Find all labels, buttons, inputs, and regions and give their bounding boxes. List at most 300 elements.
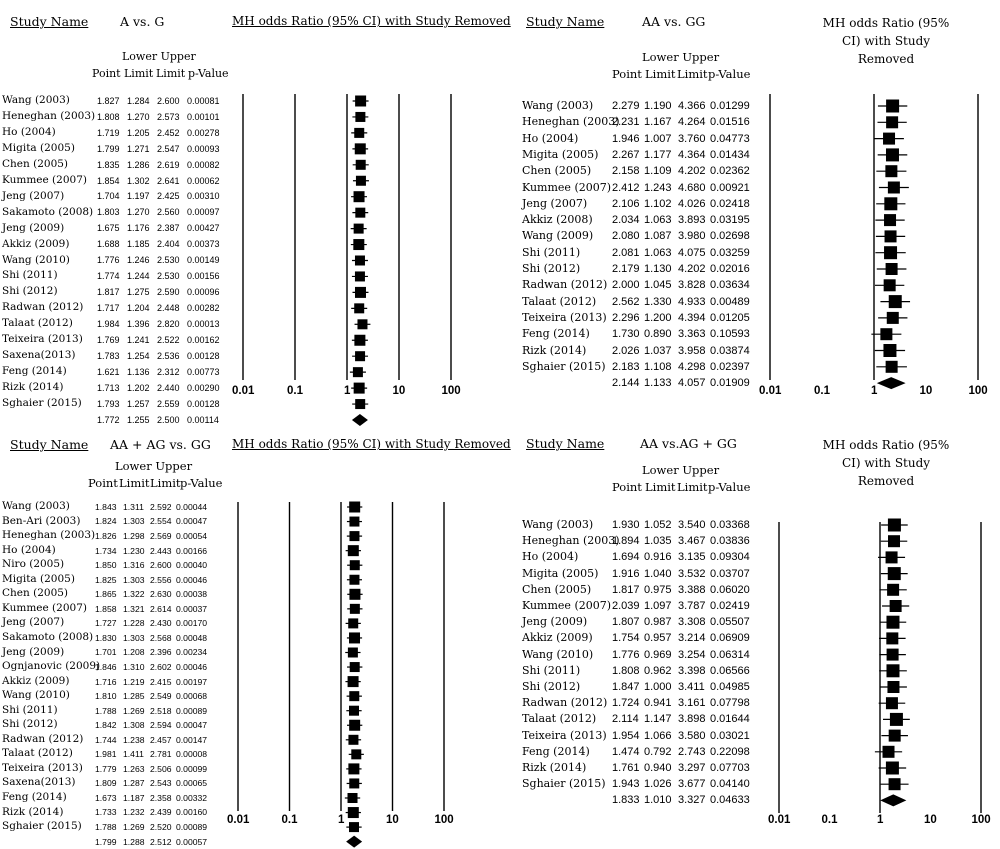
study-name: Migita (2005) bbox=[522, 147, 599, 161]
plot-title: MH odds Ratio (95% CI) with Study Removed bbox=[232, 14, 511, 28]
point-estimate-box bbox=[355, 271, 365, 281]
p-value-cell: 0.00047 bbox=[176, 720, 208, 731]
study-name-header: Study Name bbox=[526, 436, 605, 451]
lower-cell: 1.208 bbox=[123, 647, 145, 658]
point-header: Point bbox=[92, 67, 121, 80]
study-name: Ben-Ari (2003) bbox=[2, 514, 81, 527]
point-estimate-box bbox=[888, 182, 900, 194]
p-value-cell: 0.07798 bbox=[710, 697, 750, 710]
lower-upper-header: Lower Upper bbox=[642, 50, 720, 64]
point-estimate-box bbox=[883, 344, 896, 357]
p-value-cell: 0.00921 bbox=[710, 181, 750, 194]
point-cell: 1.833 bbox=[612, 794, 640, 807]
p-value-cell: 0.00097 bbox=[187, 207, 220, 218]
p-value-cell: 0.04633 bbox=[710, 794, 750, 807]
point-cell: 2.106 bbox=[612, 197, 640, 210]
p-value-header: p-Value bbox=[708, 67, 751, 81]
study-row bbox=[0, 254, 240, 268]
point-cell: 1.799 bbox=[95, 836, 117, 847]
point-estimate-box bbox=[349, 632, 360, 643]
study-name: Ho (2004) bbox=[2, 543, 56, 556]
point-estimate-box bbox=[884, 214, 896, 226]
point-cell: 1.474 bbox=[612, 745, 640, 758]
lower-cell: 1.187 bbox=[123, 792, 145, 803]
study-name: Ho (2004) bbox=[2, 125, 56, 138]
lower-cell: 0.975 bbox=[644, 583, 672, 596]
study-name: Teixeira (2013) bbox=[522, 728, 607, 742]
upper-cell: 2.522 bbox=[157, 335, 180, 345]
p-value-cell: 0.00149 bbox=[187, 255, 220, 266]
point-cell: 1.701 bbox=[95, 647, 117, 658]
p-value-cell: 0.01299 bbox=[710, 100, 750, 112]
p-value-cell: 0.00310 bbox=[187, 191, 220, 202]
upper-cell: 3.135 bbox=[678, 551, 706, 564]
point-cell: 1.808 bbox=[97, 111, 120, 122]
lower-cell: 1.219 bbox=[123, 676, 145, 687]
point-estimate-box bbox=[349, 778, 359, 788]
upper-limit-header: Limit bbox=[156, 67, 186, 80]
x-tick-label: 0.01 bbox=[232, 385, 255, 397]
lower-cell: 1.200 bbox=[644, 311, 672, 324]
point-header: Point bbox=[612, 480, 642, 494]
point-estimate-box bbox=[350, 560, 360, 570]
p-value-cell: 0.03259 bbox=[710, 246, 750, 259]
lower-cell: 1.109 bbox=[644, 165, 672, 178]
study-row bbox=[500, 599, 750, 613]
upper-cell: 2.614 bbox=[150, 603, 172, 614]
p-value-cell: 0.00089 bbox=[176, 822, 208, 833]
lower-cell: 1.303 bbox=[123, 632, 145, 643]
upper-cell: 3.214 bbox=[678, 632, 706, 645]
lower-cell: 1.269 bbox=[123, 705, 145, 716]
study-name: Feng (2014) bbox=[522, 744, 590, 758]
point-estimate-box bbox=[355, 399, 365, 409]
lower-cell: 1.087 bbox=[644, 230, 672, 243]
point-cell: 2.279 bbox=[612, 100, 640, 112]
upper-cell: 2.506 bbox=[150, 763, 172, 774]
lower-cell: 1.133 bbox=[644, 377, 672, 390]
p-value-cell: 0.03634 bbox=[710, 279, 750, 292]
upper-cell: 2.457 bbox=[150, 734, 172, 745]
study-name: Wang (2003) bbox=[522, 518, 594, 531]
point-cell: 1.943 bbox=[612, 778, 640, 791]
upper-cell: 3.254 bbox=[678, 648, 706, 661]
point-estimate-box bbox=[348, 763, 359, 774]
x-tick-label: 0.1 bbox=[287, 385, 303, 397]
p-value-cell: 0.00057 bbox=[176, 836, 208, 847]
study-name: Jeng (2009) bbox=[522, 615, 588, 629]
upper-cell: 2.554 bbox=[150, 516, 172, 527]
study-row bbox=[0, 631, 240, 645]
p-value-cell: 0.00128 bbox=[187, 398, 220, 409]
lower-cell: 1.286 bbox=[127, 159, 150, 170]
x-tick-label: 100 bbox=[434, 814, 454, 826]
lower-cell: 0.890 bbox=[644, 328, 672, 341]
point-estimate-box bbox=[354, 383, 365, 394]
upper-cell: 3.297 bbox=[678, 762, 706, 774]
p-value-cell: 0.00046 bbox=[176, 574, 208, 585]
x-tick-label: 1 bbox=[871, 385, 878, 397]
upper-cell: 2.600 bbox=[150, 560, 172, 571]
point-estimate-box bbox=[890, 600, 902, 612]
point-cell: 2.026 bbox=[612, 344, 640, 357]
upper-cell: 2.573 bbox=[157, 111, 180, 122]
point-cell: 1.719 bbox=[97, 127, 120, 138]
study-name: Rizk (2014) bbox=[2, 805, 64, 818]
study-name: Wang (2009) bbox=[522, 229, 594, 243]
p-value-cell: 0.10593 bbox=[710, 328, 750, 341]
point-cell: 2.296 bbox=[612, 311, 640, 324]
point-estimate-box bbox=[357, 319, 367, 329]
plot-title: MH odds Ratio (95% CI) with Study Removed bbox=[232, 437, 511, 451]
upper-cell: 2.820 bbox=[157, 319, 180, 330]
study-row bbox=[0, 587, 240, 601]
point-estimate-box bbox=[355, 351, 365, 361]
point-cell: 1.930 bbox=[612, 519, 640, 531]
lower-cell: 1.288 bbox=[123, 836, 145, 847]
study-row bbox=[500, 147, 750, 162]
upper-cell: 2.568 bbox=[150, 632, 172, 643]
p-value-cell: 0.00332 bbox=[176, 792, 208, 803]
study-row bbox=[500, 696, 750, 710]
point-estimate-box bbox=[883, 133, 895, 145]
lower-cell: 1.176 bbox=[127, 223, 150, 234]
point-cell: 1.772 bbox=[97, 414, 120, 425]
p-value-cell: 0.00093 bbox=[187, 143, 220, 154]
point-estimate-box bbox=[886, 263, 898, 275]
lower-cell: 1.308 bbox=[123, 720, 145, 731]
point-cell: 1.754 bbox=[612, 632, 640, 645]
upper-limit-header: Limit bbox=[677, 67, 708, 81]
study-row bbox=[500, 582, 750, 597]
x-tick-label: 100 bbox=[441, 385, 461, 397]
point-cell: 1.842 bbox=[95, 720, 117, 731]
point-cell: 2.114 bbox=[612, 713, 639, 726]
study-row bbox=[0, 573, 240, 587]
study-name: Wang (2003) bbox=[2, 94, 70, 106]
lower-cell: 1.026 bbox=[644, 778, 672, 791]
point-estimate-box bbox=[886, 116, 898, 128]
point-cell: 1.776 bbox=[97, 255, 120, 266]
point-cell: 1.807 bbox=[612, 616, 640, 629]
study-name: Feng (2014) bbox=[2, 791, 67, 803]
upper-cell: 4.680 bbox=[678, 181, 706, 194]
upper-cell: 2.448 bbox=[157, 303, 180, 314]
p-value-cell: 0.03874 bbox=[710, 344, 750, 357]
x-tick-label: 0.01 bbox=[759, 385, 782, 397]
study-name: Kummee (2007) bbox=[522, 599, 612, 612]
p-value-cell: 0.00128 bbox=[187, 350, 220, 361]
point-cell: 1.830 bbox=[95, 632, 117, 643]
lower-limit-header: Limit bbox=[645, 480, 676, 494]
study-name: Talaat (2012) bbox=[2, 747, 73, 760]
upper-cell: 2.594 bbox=[150, 720, 172, 731]
point-estimate-box bbox=[353, 239, 364, 250]
upper-cell: 2.641 bbox=[157, 175, 180, 186]
point-cell: 2.080 bbox=[612, 230, 640, 243]
x-tick-label: 10 bbox=[386, 814, 399, 826]
point-cell: 1.810 bbox=[95, 691, 117, 702]
point-estimate-box bbox=[350, 604, 360, 614]
p-value-cell: 0.00101 bbox=[187, 111, 220, 122]
study-name: Akkiz (2009) bbox=[2, 237, 70, 250]
study-row bbox=[500, 164, 750, 178]
point-cell: 1.716 bbox=[95, 676, 117, 687]
lower-cell: 1.396 bbox=[127, 319, 150, 330]
upper-cell: 4.264 bbox=[678, 116, 706, 129]
study-row bbox=[0, 365, 240, 379]
lower-cell: 1.037 bbox=[644, 344, 672, 357]
study-name: Kummee (2007) bbox=[2, 601, 87, 614]
p-value-cell: 0.00008 bbox=[176, 749, 208, 760]
p-value-cell: 0.01909 bbox=[710, 377, 750, 390]
upper-cell: 2.387 bbox=[157, 223, 180, 234]
study-row bbox=[500, 245, 750, 260]
upper-cell: 4.366 bbox=[678, 100, 706, 112]
lower-cell: 0.916 bbox=[644, 551, 672, 564]
upper-cell: 2.530 bbox=[157, 255, 180, 266]
study-row bbox=[500, 359, 750, 374]
study-row bbox=[500, 761, 750, 775]
upper-cell: 2.415 bbox=[150, 676, 172, 687]
point-estimate-box bbox=[349, 575, 359, 585]
point-cell: 1.858 bbox=[95, 603, 117, 614]
point-cell: 1.809 bbox=[95, 778, 117, 789]
lower-cell: 1.238 bbox=[123, 734, 145, 745]
study-name: Feng (2014) bbox=[522, 327, 590, 341]
x-tick-label: 0.01 bbox=[768, 814, 791, 826]
study-name: Ognjanovic (2009) bbox=[2, 660, 101, 673]
upper-cell: 3.411 bbox=[678, 681, 705, 693]
study-name: Jeng (2007) bbox=[522, 196, 588, 210]
lower-upper-header: Lower Upper bbox=[115, 459, 193, 473]
lower-cell: 1.185 bbox=[127, 239, 150, 250]
study-name: Ho (2004) bbox=[522, 550, 579, 564]
lower-cell: 1.102 bbox=[644, 197, 672, 210]
point-cell: 1.808 bbox=[612, 664, 640, 677]
study-row bbox=[500, 278, 750, 292]
p-value-cell: 0.00013 bbox=[187, 319, 220, 330]
point-estimate-box bbox=[349, 531, 359, 541]
study-row bbox=[0, 820, 240, 834]
study-name: Wang (2003) bbox=[2, 500, 70, 512]
point-estimate-box bbox=[356, 160, 366, 170]
study-name: Akkiz (2009) bbox=[2, 674, 70, 687]
point-cell: 2.231 bbox=[612, 116, 640, 129]
study-row bbox=[500, 728, 750, 743]
lower-cell: 1.275 bbox=[127, 287, 150, 298]
point-cell: 1.847 bbox=[612, 681, 640, 693]
lower-cell: 0.957 bbox=[644, 632, 672, 645]
point-cell: 2.267 bbox=[612, 148, 640, 161]
study-row bbox=[500, 566, 750, 581]
point-cell: 1.825 bbox=[95, 574, 117, 585]
p-value-cell: 0.00044 bbox=[176, 501, 208, 512]
p-value-cell: 0.00081 bbox=[187, 95, 220, 106]
study-row bbox=[0, 126, 240, 140]
lower-cell: 1.244 bbox=[127, 271, 150, 282]
point-cell: 1.694 bbox=[612, 551, 640, 564]
point-cell: 1.817 bbox=[97, 287, 120, 298]
point-cell: 1.788 bbox=[95, 822, 117, 833]
point-cell: 1.793 bbox=[97, 398, 120, 409]
upper-cell: 4.202 bbox=[678, 263, 706, 275]
study-row bbox=[0, 238, 240, 252]
point-cell: 2.183 bbox=[612, 360, 640, 373]
study-name-header: Study Name bbox=[10, 437, 89, 452]
upper-cell: 2.396 bbox=[150, 647, 172, 658]
point-cell: 1.846 bbox=[95, 661, 117, 672]
upper-cell: 2.439 bbox=[150, 807, 172, 818]
forest-panel-aa-vs-ag-gg bbox=[500, 418, 1000, 836]
p-value-cell: 0.00082 bbox=[187, 159, 220, 170]
upper-cell: 2.358 bbox=[150, 792, 172, 803]
lower-cell: 1.147 bbox=[644, 713, 672, 726]
point-cell: 2.158 bbox=[612, 165, 640, 178]
point-estimate-box bbox=[887, 312, 899, 324]
upper-cell: 2.743 bbox=[678, 745, 706, 758]
point-cell: 1.803 bbox=[97, 207, 120, 218]
point-cell: 1.730 bbox=[612, 328, 640, 341]
lower-cell: 1.230 bbox=[123, 545, 145, 556]
study-row bbox=[0, 500, 240, 514]
study-row bbox=[500, 343, 750, 358]
study-row bbox=[500, 663, 750, 678]
study-name: Shi (2012) bbox=[2, 718, 58, 731]
lower-cell: 1.204 bbox=[127, 303, 150, 314]
pooled-row bbox=[500, 793, 750, 807]
forest-panel-aa-ag-vs-gg bbox=[0, 418, 511, 847]
upper-cell: 3.760 bbox=[678, 132, 706, 145]
upper-cell: 3.677 bbox=[678, 778, 706, 791]
study-row bbox=[0, 529, 240, 543]
study-name: Heneghan (2003) bbox=[522, 534, 620, 548]
point-cell: 1.761 bbox=[612, 762, 640, 774]
point-cell: 1.734 bbox=[95, 545, 117, 556]
point-estimate-box bbox=[888, 535, 900, 547]
lower-cell: 1.311 bbox=[123, 501, 144, 512]
p-value-cell: 0.02362 bbox=[710, 165, 750, 178]
study-row bbox=[500, 213, 750, 227]
point-estimate-box bbox=[349, 502, 360, 513]
point-cell: 1.717 bbox=[97, 303, 120, 314]
lower-cell: 0.941 bbox=[644, 697, 672, 710]
study-name: Feng (2014) bbox=[2, 365, 67, 378]
study-row bbox=[500, 131, 750, 146]
lower-cell: 1.254 bbox=[127, 350, 150, 361]
study-name: Rizk (2014) bbox=[522, 343, 587, 357]
study-row bbox=[0, 718, 240, 732]
lower-cell: 1.316 bbox=[123, 560, 145, 571]
study-name: Heneghan (2003) bbox=[522, 115, 620, 129]
lower-limit-header: Limit bbox=[119, 476, 150, 490]
lower-cell: 1.000 bbox=[644, 681, 672, 693]
upper-cell: 4.057 bbox=[678, 377, 706, 390]
lower-cell: 1.257 bbox=[127, 398, 150, 409]
study-row bbox=[0, 94, 240, 108]
lower-cell: 1.097 bbox=[644, 600, 672, 612]
study-row bbox=[0, 762, 240, 776]
lower-cell: 1.190 bbox=[644, 100, 672, 112]
study-row bbox=[0, 158, 240, 172]
upper-cell: 2.781 bbox=[150, 749, 172, 760]
upper-cell: 2.556 bbox=[150, 574, 172, 585]
upper-limit-header: Limit bbox=[677, 480, 708, 494]
point-cell: 1.704 bbox=[97, 191, 120, 202]
study-row bbox=[500, 550, 750, 564]
point-cell: 1.824 bbox=[95, 516, 117, 527]
study-name: Saxena(2013) bbox=[2, 776, 76, 789]
p-value-cell: 0.00234 bbox=[176, 647, 208, 658]
p-value-cell: 0.00054 bbox=[176, 531, 208, 542]
study-row bbox=[500, 631, 750, 645]
point-estimate-box bbox=[884, 279, 896, 291]
plot-title: MH odds Ratio (95% CI) with Study Removed bbox=[822, 438, 950, 488]
point-cell: 1.946 bbox=[612, 132, 640, 145]
upper-cell: 3.828 bbox=[678, 279, 706, 292]
point-estimate-box bbox=[886, 616, 899, 629]
study-name: Akkiz (2008) bbox=[522, 213, 593, 227]
upper-cell: 2.536 bbox=[157, 350, 180, 361]
study-name: Sghaier (2015) bbox=[2, 397, 82, 410]
p-value-cell: 0.00282 bbox=[187, 303, 220, 314]
p-value-cell: 0.00373 bbox=[187, 239, 220, 250]
lower-cell: 1.045 bbox=[644, 279, 672, 292]
study-row bbox=[500, 327, 750, 341]
study-row bbox=[0, 689, 240, 703]
lower-cell: 1.040 bbox=[644, 567, 672, 580]
point-cell: 1.981 bbox=[95, 749, 117, 760]
point-estimate-box bbox=[885, 230, 897, 242]
point-header: Point bbox=[88, 476, 118, 490]
upper-cell: 2.520 bbox=[150, 822, 172, 833]
point-estimate-box bbox=[887, 681, 899, 693]
study-row bbox=[0, 675, 240, 689]
point-cell: 1.843 bbox=[95, 501, 117, 512]
plot-title: MH odds Ratio (95% CI) with Study Removed bbox=[822, 16, 950, 66]
p-value-cell: 0.00170 bbox=[176, 618, 208, 629]
p-value-cell: 0.06314 bbox=[710, 648, 750, 661]
forest-panel-a-vs-g bbox=[0, 0, 511, 425]
p-value-cell: 0.01434 bbox=[710, 148, 750, 161]
study-name: Chen (2005) bbox=[2, 157, 69, 170]
study-row bbox=[500, 777, 750, 791]
p-value-cell: 0.00156 bbox=[187, 271, 220, 282]
point-estimate-box bbox=[348, 618, 358, 628]
p-value-cell: 0.04140 bbox=[710, 778, 750, 791]
lower-cell: 1.303 bbox=[123, 574, 145, 585]
study-row bbox=[0, 142, 240, 156]
study-name-header: Study Name bbox=[10, 14, 89, 29]
pooled-diamond bbox=[877, 377, 906, 389]
upper-cell: 4.364 bbox=[678, 148, 706, 161]
lower-cell: 1.130 bbox=[644, 263, 672, 275]
lower-cell: 0.940 bbox=[644, 762, 672, 774]
study-row bbox=[500, 615, 750, 629]
study-name: Shi (2012) bbox=[522, 262, 581, 275]
upper-cell: 2.512 bbox=[150, 836, 172, 847]
study-name: Kummee (2007) bbox=[2, 173, 87, 186]
p-value-cell: 0.03707 bbox=[710, 567, 750, 580]
upper-cell: 3.980 bbox=[678, 230, 706, 243]
study-name: Rizk (2014) bbox=[2, 381, 64, 394]
upper-cell: 3.363 bbox=[678, 328, 706, 341]
study-name: Wang (2010) bbox=[522, 647, 594, 661]
point-cell: 2.144 bbox=[612, 377, 640, 390]
p-value-cell: 0.00047 bbox=[176, 516, 208, 527]
upper-cell: 4.933 bbox=[678, 295, 706, 308]
x-tick-label: 0.01 bbox=[227, 814, 250, 826]
